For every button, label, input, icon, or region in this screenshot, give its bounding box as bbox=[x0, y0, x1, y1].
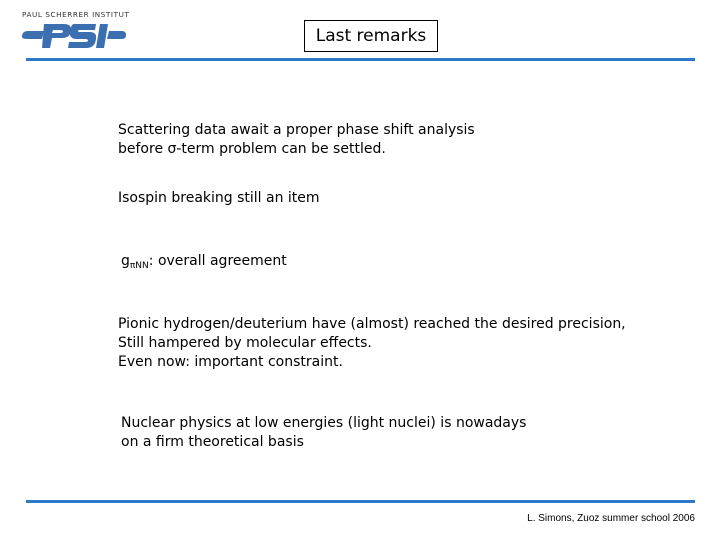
remark-line: Even now: important constraint. bbox=[118, 354, 343, 370]
remark-isospin bbox=[118, 189, 320, 208]
remark-line: Still hampered by molecular effects. bbox=[118, 335, 372, 351]
bottom-rule bbox=[26, 500, 695, 503]
remark-pionic bbox=[118, 315, 626, 372]
coupling-subscript: πNN bbox=[129, 261, 149, 271]
remark-line: before σ-term problem can be settled. bbox=[118, 141, 386, 157]
remark-line: Scattering data await a proper phase shift analysis bbox=[118, 122, 475, 138]
logo-caption: PAUL SCHERRER INSTITUT bbox=[22, 10, 130, 19]
remark-line: on a firm theoretical basis bbox=[121, 434, 304, 450]
psi-logo bbox=[22, 10, 132, 52]
top-rule bbox=[26, 58, 695, 61]
remark-coupling bbox=[121, 252, 287, 276]
remark-scattering bbox=[118, 121, 475, 159]
remark-line: Nuclear physics at low energies (light nuclei) is nowadays bbox=[121, 415, 527, 431]
remark-nuclear bbox=[121, 414, 526, 452]
coupling-symbol: g bbox=[121, 253, 130, 269]
remark-line: Pionic hydrogen/deuterium have (almost) reached the desired precision, bbox=[118, 316, 626, 332]
remark-line: Isospin breaking still an item bbox=[118, 190, 320, 206]
slide-title: Last remarks bbox=[304, 20, 438, 52]
psi-logo-mark bbox=[22, 10, 132, 52]
footer-credit: L. Simons, Zuoz summer school 2006 bbox=[527, 513, 695, 524]
coupling-text: : overall agreement bbox=[148, 253, 287, 269]
